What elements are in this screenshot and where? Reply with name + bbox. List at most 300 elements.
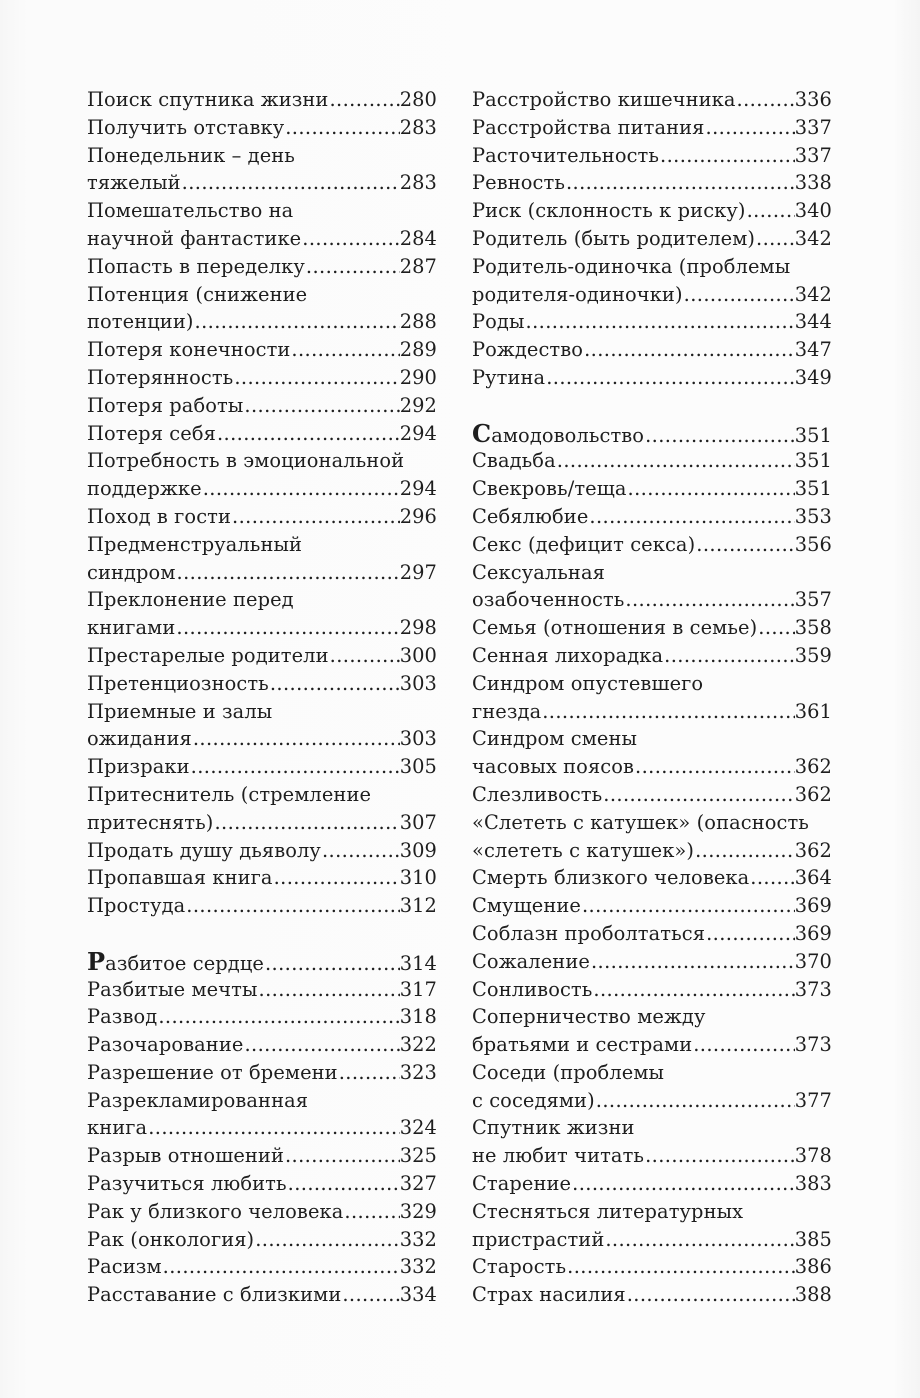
dot-leader <box>328 86 399 114</box>
page-number: 294 <box>399 477 437 501</box>
index-entry-line <box>87 1198 437 1226</box>
page-number: 292 <box>399 393 437 417</box>
index-entry-text: Старение <box>472 1172 572 1196</box>
dot-leader <box>602 781 794 809</box>
index-entry-line <box>87 1281 437 1309</box>
page-number: 303 <box>399 727 437 751</box>
index-entry-line <box>472 1059 832 1087</box>
page-number: 314 <box>399 951 437 975</box>
dot-leader <box>692 1031 794 1059</box>
index-entry-line <box>87 281 437 309</box>
index-entry <box>87 364 437 392</box>
index-entry-text: пристрастий <box>472 1227 605 1251</box>
dot-leader <box>705 114 795 142</box>
dot-leader <box>525 308 795 336</box>
index-entry-text: Продать душу дьяволу <box>87 838 321 862</box>
index-entry-line <box>472 725 832 753</box>
page-number: 289 <box>399 338 437 362</box>
page-number: 369 <box>794 921 832 945</box>
index-entry <box>87 976 437 1004</box>
dot-leader <box>644 422 795 450</box>
index-column-left <box>87 86 437 1309</box>
page-number: 377 <box>794 1088 832 1112</box>
index-entry-text: Расставание с близкими <box>87 1283 342 1307</box>
index-entry-line <box>87 142 437 170</box>
index-entry <box>472 364 832 392</box>
index-entry <box>472 1114 832 1170</box>
index-entry-text: Разрыв отношений <box>87 1144 284 1168</box>
index-entry-text: гнезда <box>472 699 542 723</box>
index-entry-line <box>472 1031 832 1059</box>
index-entry-text: Понедельник – день <box>87 143 295 167</box>
index-entry-text: Простуда <box>87 894 186 918</box>
index-entry-line <box>87 1114 437 1142</box>
index-entry-text: Самодовольство <box>472 418 645 448</box>
index-entry-line <box>472 976 832 1004</box>
index-entry-text: Секс (дефицит секса) <box>472 532 696 556</box>
index-entry-text: Пропавшая книга <box>87 866 273 890</box>
page-number: 288 <box>399 310 437 334</box>
index-entry-line <box>87 892 437 920</box>
index-entry-text: Сексуальная <box>472 560 605 584</box>
page-number: 287 <box>399 254 437 278</box>
index-entry <box>87 281 437 337</box>
index-entry <box>472 642 832 670</box>
index-entry <box>87 392 437 420</box>
dot-leader <box>284 114 399 142</box>
page-number: 337 <box>794 115 832 139</box>
dot-leader <box>571 1170 795 1198</box>
page-number: 298 <box>399 616 437 640</box>
dot-leader <box>190 753 400 781</box>
page-number: 336 <box>794 88 832 111</box>
index-entry <box>87 698 437 754</box>
index-entry-line <box>472 1142 832 1170</box>
index-entry <box>87 197 437 253</box>
index-entry-line <box>87 1087 437 1115</box>
page-number: 334 <box>399 1283 437 1307</box>
dot-leader <box>147 1114 400 1142</box>
index-entry <box>472 1170 832 1198</box>
index-entry-text: Ревность <box>472 171 565 195</box>
dot-leader <box>581 892 795 920</box>
dot-leader <box>269 670 400 698</box>
index-entry-text: Поход в гости <box>87 504 232 528</box>
index-entry-text: Семья (отношения в семье) <box>472 616 758 640</box>
index-entry <box>87 531 437 587</box>
index-entry-text: синдром <box>87 560 176 584</box>
index-entry <box>87 86 437 114</box>
dot-leader <box>216 420 400 448</box>
index-entry-line <box>472 614 832 642</box>
page-number: 280 <box>399 88 437 111</box>
index-entry-line <box>472 114 832 142</box>
index-entry-text: Сонливость <box>472 977 593 1001</box>
index-entry <box>472 114 832 142</box>
index-entry-text: Риск (склонность к риску) <box>472 199 746 223</box>
index-entry-text: Притеснитель (стремление <box>87 782 372 806</box>
index-entry <box>472 308 832 336</box>
index-entry-text: «Слететь с катушек» (опасность <box>472 810 809 834</box>
dot-leader <box>202 475 400 503</box>
page-number: 373 <box>794 1033 832 1057</box>
index-entry-text: «слететь с катушек») <box>472 838 695 862</box>
index-entry-line <box>472 531 832 559</box>
index-entry-line <box>472 420 832 448</box>
index-entry-text: Синдром смены <box>472 727 638 751</box>
index-entry <box>87 503 437 531</box>
index-entry-line <box>87 475 437 503</box>
page-number: 344 <box>794 310 832 334</box>
index-entry-text: Сенная лихорадка <box>472 643 664 667</box>
index-entry-line <box>472 586 832 614</box>
dot-leader <box>757 614 794 642</box>
index-entry-line <box>87 976 437 1004</box>
index-entry-line <box>87 169 437 197</box>
page-number: 358 <box>794 616 832 640</box>
index-entry-text: научной фантастике <box>87 226 302 250</box>
index-entry-text: Рак (онкология) <box>87 1227 255 1251</box>
page-number: 378 <box>794 1144 832 1168</box>
dot-leader <box>694 837 795 865</box>
index-entry <box>87 753 437 781</box>
page-number: 323 <box>399 1060 437 1084</box>
dot-leader <box>338 1059 400 1087</box>
index-entry <box>472 1253 832 1281</box>
index-entry-line <box>472 253 832 281</box>
index-entry-text: Синдром опустевшего <box>472 671 704 695</box>
dot-leader <box>746 197 795 225</box>
dot-leader <box>644 1142 795 1170</box>
index-entry-text: Разбитое сердце <box>87 946 264 976</box>
index-entry-text: Расточительность <box>472 143 660 167</box>
index-entry <box>472 503 832 531</box>
index-entry <box>472 920 832 948</box>
dot-leader <box>213 809 399 837</box>
dot-leader <box>592 976 794 1004</box>
index-entry <box>472 1281 832 1309</box>
index-entry-line <box>472 169 832 197</box>
index-entry <box>87 253 437 281</box>
page-number: 310 <box>399 866 437 890</box>
index-entry-line <box>472 503 832 531</box>
page-number: 351 <box>794 477 832 501</box>
page-number: 329 <box>399 1199 437 1223</box>
page-number: 296 <box>399 504 437 528</box>
dot-leader <box>233 364 399 392</box>
dot-leader <box>194 308 400 336</box>
index-entry-text: Потерянность <box>87 365 234 389</box>
index-entry-text: книга <box>87 1116 148 1140</box>
dot-leader <box>755 225 795 253</box>
index-entry <box>472 169 832 197</box>
dot-leader <box>627 475 795 503</box>
index-entry <box>472 809 832 865</box>
page-number: 300 <box>399 643 437 667</box>
dot-leader <box>321 837 400 865</box>
page-number: 342 <box>794 226 832 250</box>
index-entry-text: с соседями) <box>472 1088 595 1112</box>
index-entry-text: Разучиться любить <box>87 1172 287 1196</box>
index-entry-line <box>87 392 437 420</box>
index-entry <box>87 1142 437 1170</box>
dot-leader <box>264 950 400 978</box>
page-number: 309 <box>399 838 437 862</box>
page-number: 353 <box>794 504 832 528</box>
index-entry-text: Претенциозность <box>87 671 269 695</box>
dot-leader <box>343 1198 399 1226</box>
page-number: 325 <box>399 1144 437 1168</box>
index-entry-line <box>472 142 832 170</box>
page-number: 283 <box>399 171 437 195</box>
index-entry <box>87 1059 437 1087</box>
dot-leader <box>305 253 400 281</box>
index-entry-line <box>472 1226 832 1254</box>
index-entry-text: Помешательство на <box>87 199 294 223</box>
dot-leader <box>231 503 400 531</box>
index-entry-line <box>472 642 832 670</box>
dot-leader <box>185 892 399 920</box>
dot-leader <box>583 336 795 364</box>
index-entry-text: Потеря конечности <box>87 338 291 362</box>
index-entry-text: притеснять) <box>87 810 214 834</box>
page-number: 364 <box>794 866 832 890</box>
dot-leader <box>175 614 399 642</box>
index-entry-line <box>87 864 437 892</box>
dot-leader <box>545 364 794 392</box>
index-entry-text: Разбитые мечты <box>87 977 258 1001</box>
page-number: 294 <box>399 421 437 445</box>
index-entry <box>87 642 437 670</box>
dot-leader <box>192 725 400 753</box>
index-entry-line <box>87 725 437 753</box>
index-entry-text: Страх насилия <box>472 1283 626 1307</box>
index-entry <box>87 114 437 142</box>
index-entry-text: Предменструальный <box>87 532 303 556</box>
page-number: 370 <box>794 949 832 973</box>
index-entry <box>87 948 437 976</box>
index-entry-line <box>87 837 437 865</box>
dot-leader <box>254 1226 399 1254</box>
index-entry <box>87 1253 437 1281</box>
index-column-right <box>472 86 832 1309</box>
index-entry-line <box>87 447 437 475</box>
page-number: 324 <box>399 1116 437 1140</box>
index-entry-line <box>87 420 437 448</box>
index-entry-line <box>87 86 437 114</box>
index-entry-text: Расизм <box>87 1255 162 1279</box>
index-entry-line <box>472 86 832 114</box>
index-entry-line <box>87 698 437 726</box>
dot-leader <box>590 948 795 976</box>
index-entry-text: Попасть в переделку <box>87 254 305 278</box>
index-entry <box>87 1281 437 1309</box>
index-entry-line <box>87 948 437 976</box>
index-entry-text: Потенция (снижение <box>87 282 308 306</box>
index-entry-text: не любит читать <box>472 1144 645 1168</box>
index-entry-text: потенции) <box>87 310 194 334</box>
page-number: 318 <box>399 1005 437 1029</box>
index-entry <box>87 142 437 198</box>
index-entry-text: Смерть близкого человека <box>472 866 750 890</box>
page-number: 305 <box>399 755 437 779</box>
page-number: 383 <box>794 1172 832 1196</box>
page-number: 342 <box>794 282 832 306</box>
page-number: 362 <box>794 782 832 806</box>
index-entry-line <box>472 1170 832 1198</box>
page-number: 388 <box>794 1283 832 1307</box>
index-entry-line <box>87 225 437 253</box>
index-entry-line <box>87 308 437 336</box>
index-entry-line <box>87 364 437 392</box>
page-number: 362 <box>794 838 832 862</box>
index-entry <box>87 1087 437 1143</box>
index-entry-text: Старость <box>472 1255 567 1279</box>
index-entry-line <box>472 753 832 781</box>
index-entry-line <box>472 670 832 698</box>
index-entry-text: часовых поясов <box>472 755 635 779</box>
index-entry-line <box>87 753 437 781</box>
dot-leader <box>273 864 400 892</box>
dot-leader <box>695 531 794 559</box>
index-entry-line <box>87 531 437 559</box>
index-entry-text: озабоченность <box>472 588 625 612</box>
page-number: 361 <box>794 699 832 723</box>
index-entry-text: Свекровь/теща <box>472 477 627 501</box>
dot-leader <box>749 864 794 892</box>
dot-leader <box>341 1281 399 1309</box>
index-entry-text: Поиск спутника жизни <box>87 88 329 111</box>
page-number: 351 <box>794 449 832 473</box>
page-number: 373 <box>794 977 832 1001</box>
dot-leader <box>595 1087 795 1115</box>
index-entry-line <box>87 1031 437 1059</box>
index-entry-line <box>87 1253 437 1281</box>
section-gap <box>87 920 437 948</box>
index-entry-line <box>87 586 437 614</box>
index-entry-text: Престарелые родители <box>87 643 329 667</box>
index-entry-text: братьями и сестрами <box>472 1033 693 1057</box>
index-entry-text: Преклонение перед <box>87 588 294 612</box>
page-number: 340 <box>794 199 832 223</box>
index-entry-text: Соседи (проблемы <box>472 1060 665 1084</box>
index-entry-text: Свадьба <box>472 449 556 473</box>
index-entry-line <box>472 1114 832 1142</box>
page-number: 347 <box>794 338 832 362</box>
index-entry-text: Разрешение от бремени <box>87 1060 338 1084</box>
index-entry-line <box>472 559 832 587</box>
index-entry-line <box>472 308 832 336</box>
dot-leader <box>566 1253 795 1281</box>
index-entry <box>87 586 437 642</box>
index-entry-line <box>87 1142 437 1170</box>
index-entry <box>472 614 832 642</box>
page-number: 359 <box>794 643 832 667</box>
index-entry <box>87 336 437 364</box>
dot-leader <box>243 1031 399 1059</box>
index-entry <box>472 225 832 253</box>
index-entry-line <box>472 1003 832 1031</box>
index-entry <box>472 976 832 1004</box>
index-entry-line <box>87 781 437 809</box>
index-entry-text: поддержке <box>87 477 202 501</box>
index-entry-text: Слезливость <box>472 782 603 806</box>
page-number: 290 <box>399 365 437 389</box>
index-entry-line <box>472 1281 832 1309</box>
index-entry <box>87 864 437 892</box>
index-entry-line <box>87 503 437 531</box>
dot-leader <box>736 86 795 114</box>
index-entry-text: Рак у близкого человека <box>87 1199 344 1223</box>
page-number: 351 <box>794 423 832 447</box>
index-entry-text: Призраки <box>87 755 190 779</box>
index-entry-line <box>472 1253 832 1281</box>
page-number: 322 <box>399 1033 437 1057</box>
index-entry-line <box>472 364 832 392</box>
index-entry <box>472 197 832 225</box>
index-entry-text: Расстройства питания <box>472 115 705 139</box>
index-entry <box>472 559 832 615</box>
index-entry <box>472 475 832 503</box>
index-entry-line <box>87 336 437 364</box>
index-entry <box>472 864 832 892</box>
index-entry <box>472 781 832 809</box>
index-entry-line <box>87 809 437 837</box>
index-entry <box>87 1226 437 1254</box>
index-entry-text: книгами <box>87 616 176 640</box>
dot-leader <box>624 586 794 614</box>
dot-leader <box>301 225 399 253</box>
dot-leader <box>290 336 399 364</box>
index-entry-text: Рутина <box>472 365 546 389</box>
page-number: 386 <box>794 1255 832 1279</box>
page-number: 307 <box>399 810 437 834</box>
index-entry <box>472 1198 832 1254</box>
index-entry <box>87 1170 437 1198</box>
index-entry-line <box>472 864 832 892</box>
page-number: 349 <box>794 365 832 389</box>
page-number: 357 <box>794 588 832 612</box>
page-number: 356 <box>794 532 832 556</box>
index-entry-text: Стесняться литературных <box>472 1199 744 1223</box>
index-entry-line <box>472 809 832 837</box>
index-entry-line <box>87 1003 437 1031</box>
index-entry <box>87 781 437 837</box>
index-entry-text: Соблазн проболтаться <box>472 921 706 945</box>
index-entry-line <box>472 336 832 364</box>
index-entry-text: Потребность в эмоциональной <box>87 449 405 473</box>
index-entry-text: Расстройство кишечника <box>472 88 736 111</box>
index-entry-text: Родитель-одиночка (проблемы <box>472 254 791 278</box>
dot-leader <box>287 1170 400 1198</box>
index-entry-line <box>87 1059 437 1087</box>
dot-leader <box>541 698 794 726</box>
index-entry-line <box>87 114 437 142</box>
index-entry-text: Спутник жизни <box>472 1116 635 1140</box>
index-entry-text: Соперничество между <box>472 1005 706 1029</box>
index-entry <box>472 336 832 364</box>
page-number: 385 <box>794 1227 832 1251</box>
index-entry <box>472 948 832 976</box>
index-entry-line <box>87 1170 437 1198</box>
index-entry <box>87 447 437 503</box>
page-number: 312 <box>399 894 437 918</box>
index-entry <box>472 86 832 114</box>
index-entry-line <box>472 837 832 865</box>
dot-leader <box>626 1281 795 1309</box>
page-number: 338 <box>794 171 832 195</box>
index-entry-line <box>472 281 832 309</box>
